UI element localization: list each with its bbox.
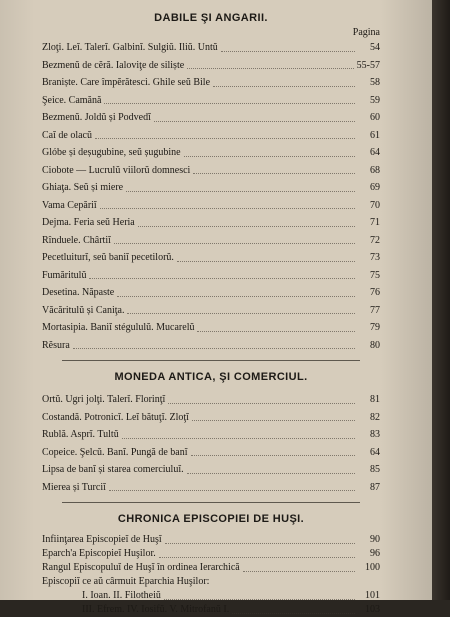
entry-text: Ortŭ. Ugri jolţi. Talerĭ. Florinţĭ (42, 394, 166, 405)
entry-page: 64 (370, 147, 380, 158)
entry-page: 59 (370, 94, 380, 106)
toc-entry (42, 479, 380, 497)
entry-text: Vama Cepăriĭ (42, 199, 97, 211)
entry-page: 83 (370, 429, 380, 440)
entry-page: 58 (370, 77, 380, 88)
toc-entry (42, 461, 380, 479)
entry-text: Mortasipia. Baniĭ stégululŭ. Mucarelŭ (42, 322, 195, 333)
toc-entry (42, 319, 380, 337)
toc-entry (42, 561, 380, 575)
entry-text: Zloţi. Leĭ. Talerĭ. Galbinĭ. Sulgiŭ. Iliŭ. Untŭ (42, 42, 218, 53)
leader-dots (89, 277, 355, 279)
entry-page: 69 (370, 182, 380, 193)
entry-page: 82 (370, 411, 380, 423)
entry-page: 75 (370, 269, 380, 281)
leader-dots (73, 347, 355, 349)
leader-dots (164, 598, 355, 600)
entry-text: Episcopiĭ ce aŭ cârmuit Eparchia Huşilor: (42, 576, 210, 587)
entry-page: 72 (370, 234, 380, 246)
leader-dots (109, 489, 355, 491)
leader-dots (165, 542, 355, 544)
toc-entry (42, 603, 380, 617)
leader-dots (168, 402, 355, 404)
entry-text: Desetina. Năpaste (42, 287, 115, 298)
entry-page: 96 (370, 548, 380, 559)
entry-page: 68 (370, 164, 380, 176)
entry-text: Lipsa de banĭ și starea comerciuluĭ. (42, 464, 184, 475)
leader-dots (232, 612, 355, 614)
toc-entry (42, 444, 380, 462)
entry-text: Dejma. Feria seŭ Heria (42, 217, 135, 228)
leader-dots (192, 419, 355, 421)
leader-dots (193, 172, 355, 174)
entry-page: 85 (370, 464, 380, 475)
toc-entry (42, 589, 380, 603)
section-divider (62, 502, 360, 503)
toc-entry (42, 214, 380, 232)
toc-entry (42, 575, 380, 589)
entry-page: 64 (370, 446, 380, 458)
entry-text: Braniște. Care împĕrătesci. Ghile seŭ Bile (42, 77, 211, 88)
leader-dots (122, 437, 355, 439)
leader-dots (184, 155, 355, 157)
entry-text: III. Efrem. IV. Iosifŭ. V. Mitrofanŭ I. (82, 604, 230, 615)
entry-page: 90 (370, 534, 380, 545)
leader-dots (126, 190, 355, 192)
leader-dots (177, 260, 355, 262)
toc-entry (42, 127, 380, 145)
entry-text: Bezmenŭ. Joldŭ și Podvedĭ (42, 112, 151, 123)
entry-text: Infiinţarea Episcopieĭ de Huşĭ (42, 534, 162, 545)
toc-entry (42, 547, 380, 561)
leader-dots (138, 225, 355, 227)
entry-text: Şeice. Camănă (42, 94, 102, 106)
toc-entry (42, 179, 380, 197)
leader-dots (114, 242, 355, 244)
toc-entry (42, 232, 380, 250)
entry-text: Eparch'a Episcopieĭ Huşilor. (42, 548, 156, 559)
entry-text: Copeice. Şelcŭ. Banĭ. Pungă de banĭ (42, 446, 188, 458)
leader-dots (159, 556, 355, 558)
toc-entry (42, 409, 380, 427)
entry-text: Mierea și Turciĭ (42, 481, 106, 493)
toc-entry (42, 426, 380, 444)
leader-dots (243, 570, 355, 572)
toc-entry (42, 92, 380, 110)
toc-entry (42, 284, 380, 302)
entry-text: Costandă. Potronicĭ. Leĭ bătuţĭ. Zloţĭ (42, 411, 189, 423)
leader-dots (213, 85, 355, 87)
section-divider (62, 360, 360, 361)
entry-text: Glóbe și deșugubine, seŭ șugubine (42, 147, 181, 158)
entry-page: 101 (365, 590, 380, 601)
entry-page: 61 (370, 129, 380, 141)
leader-dots (221, 50, 355, 52)
leader-dots (191, 454, 355, 456)
book-spine-edge (432, 0, 450, 600)
toc-entry (42, 337, 380, 355)
toc-entry (42, 39, 380, 57)
leader-dots (154, 120, 355, 122)
leader-dots (104, 102, 355, 104)
entry-page: 103 (365, 604, 380, 615)
entry-text: Bezmenŭ de cĕră. Ialoviţe de siliște (42, 59, 185, 71)
entry-text: Rublă. Asprĭ. Tultŭ (42, 429, 119, 440)
section-title-dabile: DABILE ŞI ANGARII. (154, 12, 268, 24)
entry-page: 54 (370, 42, 380, 53)
entry-page: 79 (370, 322, 380, 333)
entry-page: 55-57 (356, 59, 380, 71)
leader-dots (127, 312, 355, 314)
leader-dots (187, 472, 355, 474)
entry-text: Rĕsura (42, 339, 70, 351)
entry-page: 100 (365, 562, 380, 573)
toc-entry (42, 391, 380, 409)
entry-page: 71 (370, 217, 380, 228)
section-title-chronica: CHRONICA EPISCOPIEI DE HUŞI. (117, 513, 305, 525)
entry-page: 60 (370, 112, 380, 123)
leader-dots (95, 137, 355, 139)
toc-entry (42, 162, 380, 180)
leader-dots (117, 295, 355, 297)
toc-entry (42, 302, 380, 320)
entry-text: Rînduele. Chârtiĭ (42, 234, 111, 246)
entry-text: Fumăritulŭ (42, 269, 87, 281)
toc-entry (42, 109, 380, 127)
entry-page: 73 (370, 252, 380, 263)
toc-entry (42, 144, 380, 162)
entry-text: Caĭ de olacŭ (42, 129, 92, 141)
toc-entry (42, 74, 380, 92)
leader-dots (187, 67, 353, 69)
entry-text: Ghiaţa. Seŭ și miere (42, 182, 124, 193)
toc-entry (42, 533, 380, 547)
toc-entry (42, 249, 380, 267)
entry-page: 77 (370, 304, 380, 316)
toc-entry (42, 267, 380, 285)
leader-dots (197, 330, 355, 332)
leader-dots (100, 207, 355, 209)
entry-page: 80 (370, 339, 380, 351)
entry-page: 87 (370, 481, 380, 493)
toc-entry (42, 57, 380, 75)
entry-text: Rangul Episcopuluĭ de Huşĭ în ordinea Ierarchică (42, 562, 240, 573)
entry-text: I. Ioan. II. Filotheiŭ (82, 590, 161, 601)
entry-page: 81 (370, 394, 380, 405)
table-of-contents (42, 10, 380, 617)
section-title-moneda: MONEDA ANTICA, ŞI COMERCIUL. (114, 371, 308, 383)
entry-page: 70 (370, 199, 380, 211)
toc-entry (42, 197, 380, 215)
page-column-header: Pagina (352, 27, 380, 38)
entry-text: Ciobote — Lucrulŭ viilorŭ domnesci (42, 164, 191, 176)
entry-page: 76 (370, 287, 380, 298)
entry-text: Pecetluiturĭ, seŭ baniĭ pecetilorŭ. (42, 252, 174, 263)
entry-text: Văcăritulŭ și Caniţa. (42, 304, 125, 316)
